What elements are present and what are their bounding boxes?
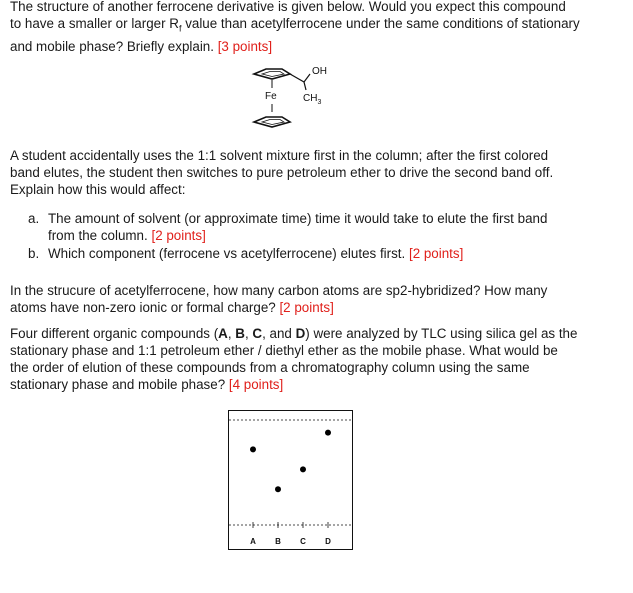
q2-intro-line-1: A student accidentally uses the 1:1 solvent mixture first in the column; after the first colored [10, 148, 549, 163]
lane-label-d: D [325, 537, 331, 546]
q4-line-3: the order of elution of these compounds from a chromatography column using the same [10, 360, 530, 375]
q2-item-b [28, 245, 568, 263]
q1-line-1: The structure of another ferrocene derivative is given below. Would you expect this compound [10, 0, 566, 14]
oh-label: OH [312, 66, 327, 77]
q2-item-b-label: b. [28, 246, 40, 261]
tlc-plate-border [229, 411, 353, 550]
q1-points: [3 points] [217, 38, 273, 54]
ring-to-carbon-bond [290, 74, 304, 82]
fe-label: Fe [265, 91, 277, 102]
carbon-to-oh-bond [304, 74, 310, 82]
carbon-to-ch3-bond [304, 82, 306, 90]
q2-intro-line-3: Explain how this would affect: [10, 182, 186, 197]
lane-label-b: B [275, 537, 281, 546]
q3-points: [2 points] [279, 300, 334, 315]
ferrocene-derivative-structure [248, 62, 348, 132]
lane-label-a: A [250, 537, 256, 546]
q2-item-b-points: [2 points] [408, 246, 464, 261]
q3-line-1: In the strucure of acetylferrocene, how many carbon atoms are sp2-hybridized? How many [10, 283, 548, 298]
question-ferrocene-derivative [10, 0, 585, 55]
spot-d [325, 430, 331, 436]
q4-line-1: Four different organic compounds (A, B, C, and D) were analyzed by TLC using silica gel as the [10, 326, 578, 341]
q2-item-a [28, 210, 568, 244]
ch3-label: $CH_3$ [303, 93, 322, 106]
q2-intro-line-2: band elutes, the student then switches to pure petroleum ether to drive the second band off. [10, 165, 554, 180]
tlc-plate-drawing [228, 410, 353, 550]
q2-item-a-line-2: from the column. [2 points] [48, 228, 206, 243]
q4-line-4: stationary phase and mobile phase? [4 points] [10, 377, 284, 392]
spot-b [275, 486, 281, 492]
question-sp2-carbons [10, 282, 585, 316]
q4-line-2: stationary phase and 1:1 petroleum ether / diethyl ether as the mobile phase. What would be [10, 343, 558, 358]
q3-line-2: atoms have non-zero ionic or formal charge? [2 points] [10, 300, 334, 315]
q1-line-2: to have a smaller or larger $R_f$ value than acetylferrocene under the same conditions of stationary [10, 16, 580, 34]
q2-item-a-points: [2 points] [151, 228, 206, 243]
q2-item-b-line-1: Which component (ferrocene vs acetylferrocene) elutes first. [2 points] [48, 246, 464, 261]
question-tlc-elution [10, 325, 578, 393]
bottom-cp-ring-inner [262, 120, 284, 125]
ferrocene-structure-drawing [248, 62, 348, 132]
spot-a [250, 446, 256, 452]
q2-item-a-label: a. [28, 211, 40, 226]
q2-item-a-line-1: The amount of solvent (or approximate time) time it would take to elute the first band [48, 211, 548, 226]
q4-points: [4 points] [228, 377, 284, 392]
q1-line-3: and mobile phase? Briefly explain. [3 points] [10, 38, 273, 54]
spot-c [300, 466, 306, 472]
question-solvent-mixture [10, 147, 585, 198]
lane-label-c: C [300, 537, 306, 546]
top-cp-ring-inner [262, 72, 284, 77]
tlc-plate [228, 410, 353, 550]
